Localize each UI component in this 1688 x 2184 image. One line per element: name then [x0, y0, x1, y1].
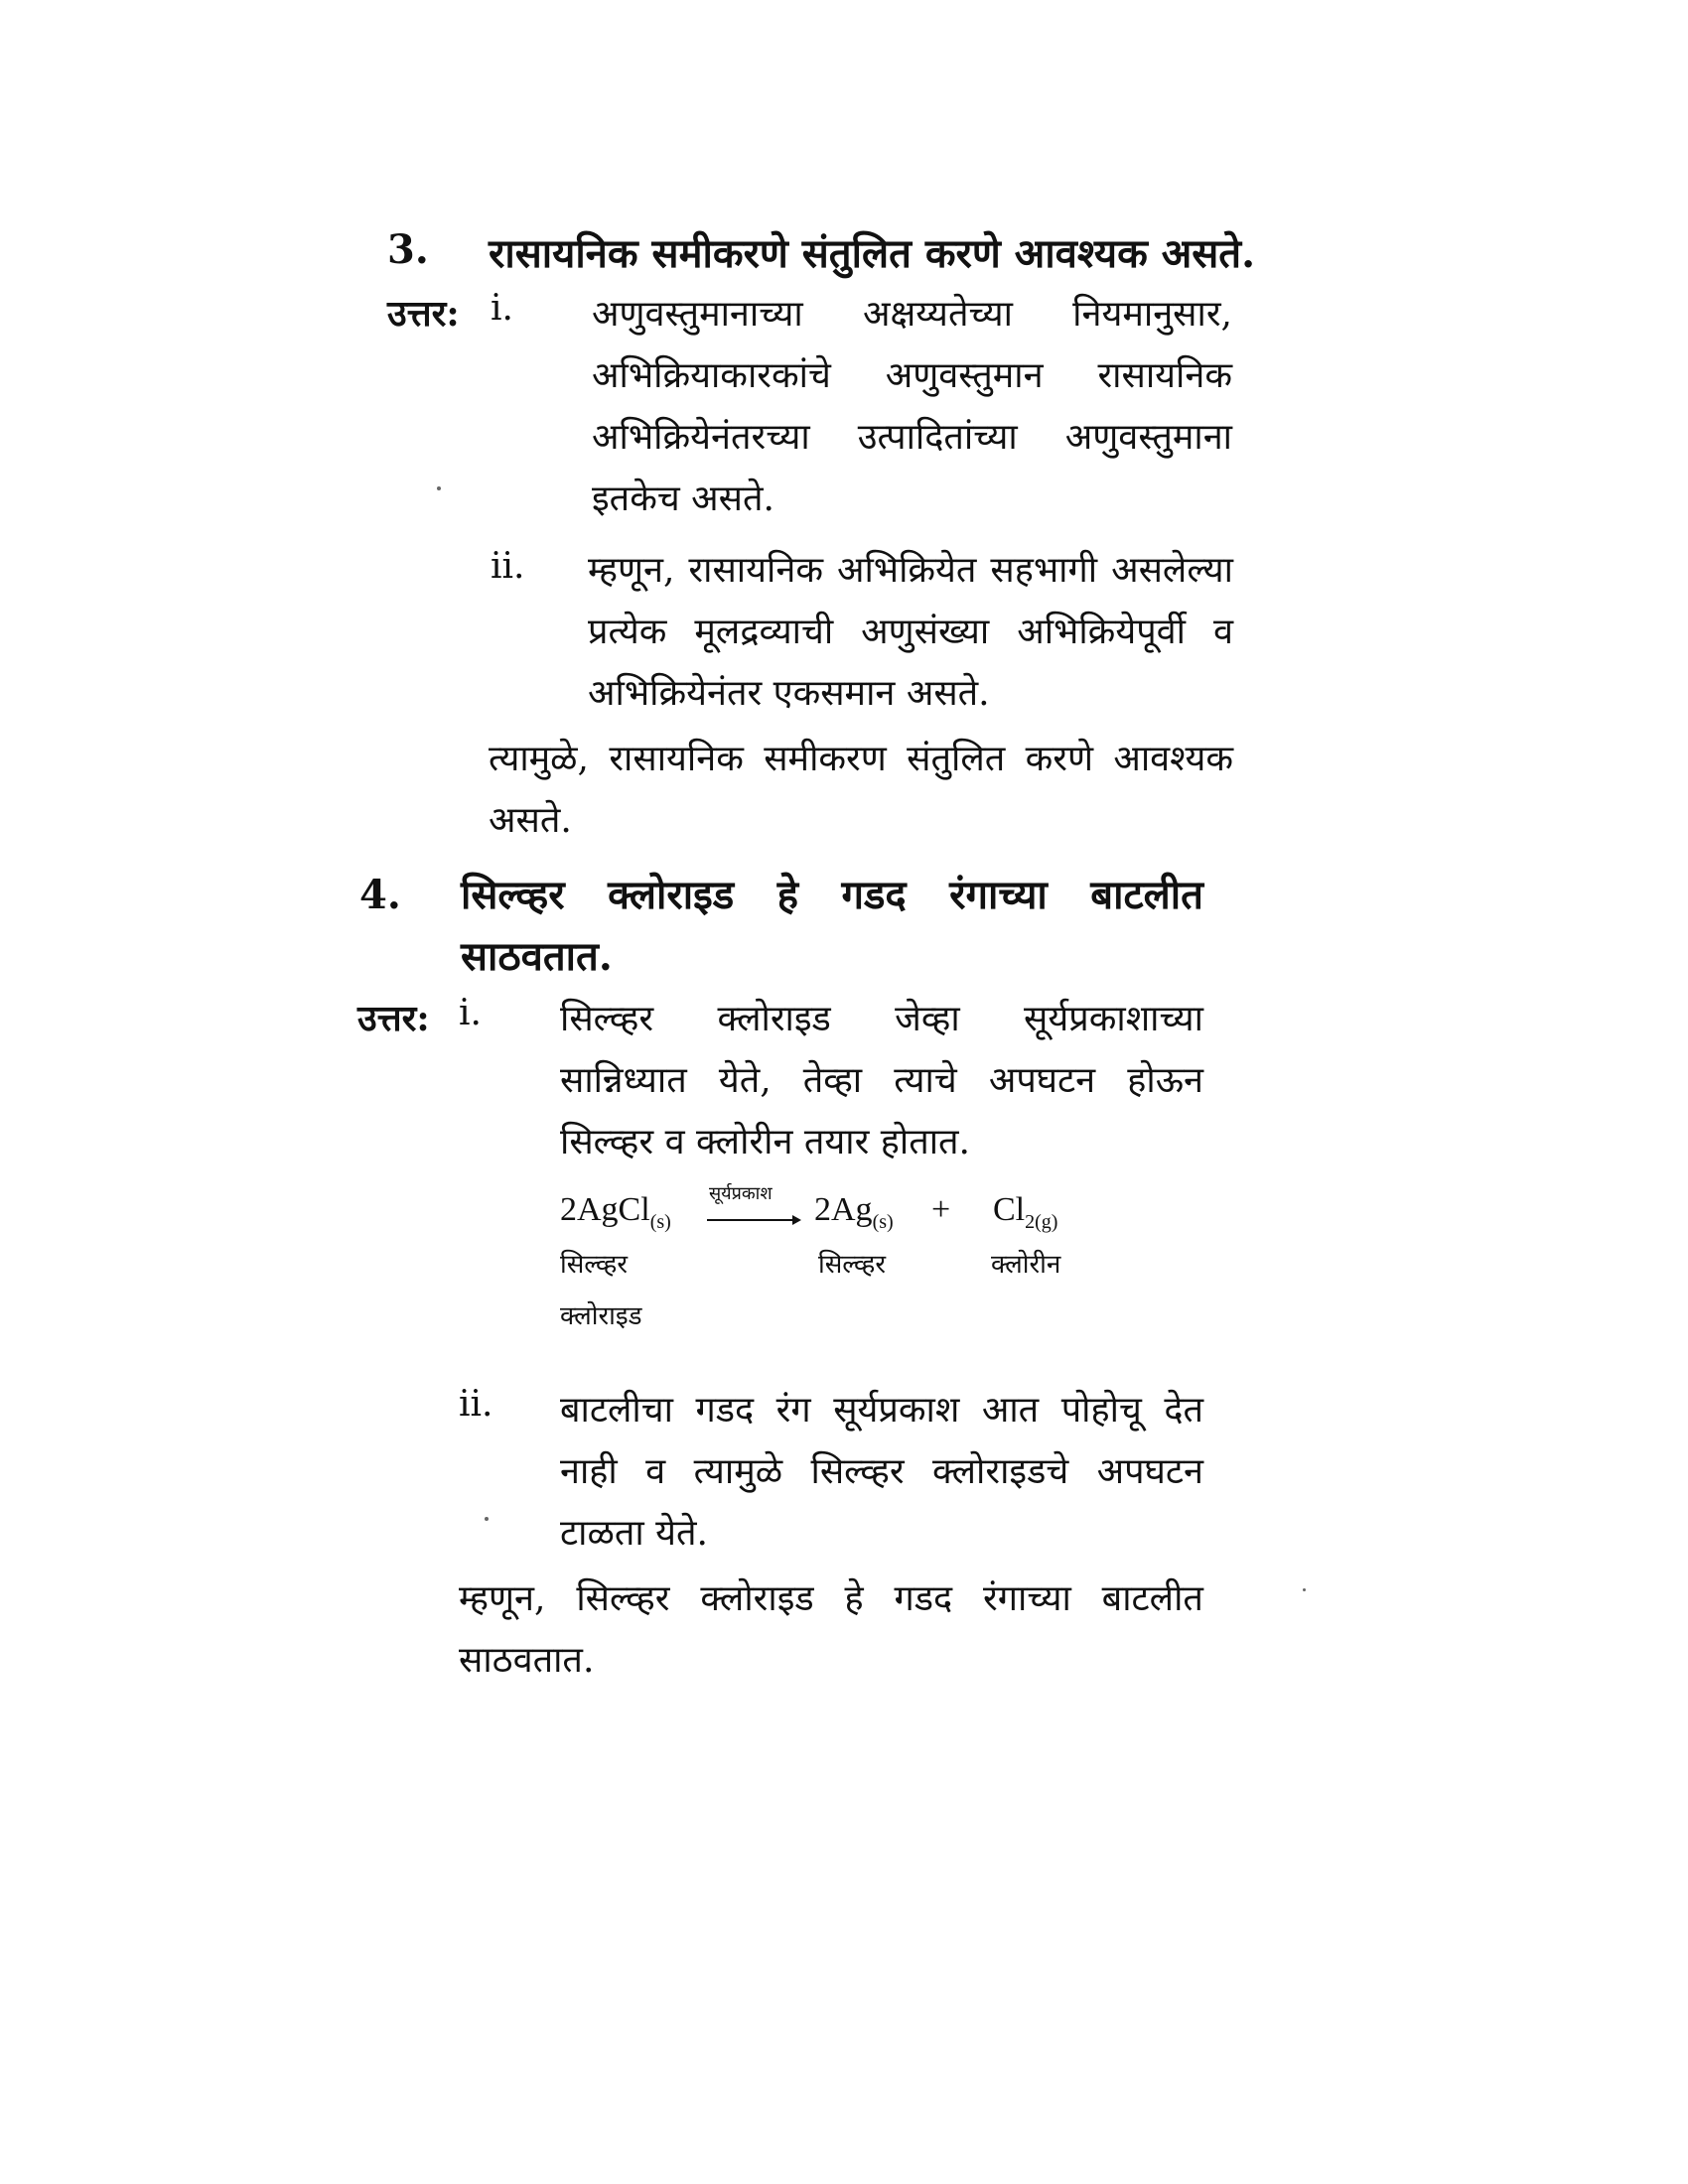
point-marker: i.	[491, 288, 513, 329]
word: क्लोराइडचे	[932, 1451, 1069, 1492]
arrow-label: सूर्यप्रकाश	[709, 1183, 773, 1204]
word: नियमानुसार,	[1072, 294, 1232, 335]
word: सिल्व्हर	[461, 872, 565, 918]
equation-product-silver	[814, 1191, 894, 1234]
question-text: रासायनिक समीकरणे संतुलित करणे आवश्यक असते.	[489, 230, 1256, 277]
word: सिल्व्हर	[560, 999, 654, 1039]
reaction-arrow-icon	[707, 1213, 802, 1227]
word: देत	[1164, 1390, 1203, 1431]
word: संतुलित	[907, 739, 1006, 779]
word: समीकरण	[764, 739, 887, 779]
plus-sign: +	[931, 1191, 951, 1228]
scan-speck	[485, 1517, 489, 1521]
word: रंग	[775, 1390, 811, 1431]
product-name: सिल्व्हर	[818, 1250, 886, 1280]
word: पोहोचू	[1060, 1390, 1142, 1431]
word: क्लोराइड	[608, 872, 735, 918]
word: हे	[776, 872, 798, 918]
conclusion-line	[489, 733, 1233, 781]
word: सान्निध्यात	[560, 1060, 687, 1101]
word: सहभागी	[990, 550, 1098, 591]
answer-line	[592, 288, 1232, 337]
answer-line: टाळता येते.	[560, 1513, 708, 1554]
answer-line	[592, 349, 1232, 398]
word: रासायनिक	[609, 739, 744, 779]
word: मूलद्रव्याची	[694, 612, 834, 652]
word: सिल्व्हर	[576, 1578, 670, 1619]
word: नाही	[560, 1451, 618, 1492]
word: रासायनिक	[1097, 355, 1232, 396]
word: तेव्हा	[802, 1060, 863, 1101]
conclusion-line	[459, 1572, 1203, 1621]
answer-line	[560, 993, 1203, 1041]
word: अभिक्रियेनंतरच्या	[592, 417, 810, 458]
reactant-state: (s)	[649, 1210, 671, 1233]
answer-line: इतकेच असते.	[592, 478, 774, 519]
word: बाटलीत	[1090, 872, 1203, 918]
equation-product-chlorine	[993, 1191, 1057, 1234]
word: व	[1212, 612, 1233, 652]
point-marker: ii.	[491, 546, 525, 587]
word: त्याचे	[894, 1060, 957, 1101]
point-marker: i.	[459, 993, 482, 1033]
word: अपघटन	[1096, 1451, 1203, 1492]
word: येते,	[718, 1060, 772, 1101]
word: अभिक्रियेत	[836, 550, 977, 591]
word: अणुवस्तुमाना	[1064, 417, 1232, 458]
answer-line: अभिक्रियेनंतर एकसमान असते.	[588, 673, 990, 714]
question-text	[461, 866, 1203, 920]
word: क्लोराइड	[717, 999, 831, 1039]
answer-line	[560, 1384, 1203, 1433]
word: व	[645, 1451, 666, 1492]
word: म्हणून,	[459, 1578, 546, 1619]
answer-line	[560, 1445, 1203, 1494]
word: होऊन	[1127, 1060, 1203, 1101]
word: अणुवस्तुमान	[885, 355, 1044, 396]
product-state: (s)	[872, 1210, 894, 1233]
conclusion-line: साठवतात.	[459, 1640, 595, 1681]
word: त्यामुळे	[693, 1451, 783, 1492]
scan-speck	[437, 486, 441, 490]
word: बाटलीचा	[560, 1390, 673, 1431]
conclusion-line: असते.	[489, 800, 572, 841]
reactant-formula: 2AgCl	[560, 1191, 650, 1228]
question-number: 3.	[387, 226, 429, 273]
word: म्हणून,	[588, 550, 675, 591]
word: प्रत्येक	[588, 612, 667, 652]
product-name: क्लोरीन	[991, 1250, 1061, 1280]
word: रंगाच्या	[949, 872, 1048, 918]
word: सिल्व्हर	[810, 1451, 905, 1492]
word: असलेल्या	[1111, 550, 1233, 591]
word: सूर्यप्रकाशाच्या	[1024, 999, 1203, 1039]
word: गडद	[894, 1578, 953, 1619]
word: उत्पादितांच्या	[857, 417, 1018, 458]
point-marker: ii.	[459, 1384, 493, 1425]
word: सूर्यप्रकाश	[833, 1390, 960, 1431]
equation-reactant	[560, 1191, 671, 1234]
word: गडद	[695, 1390, 755, 1431]
word: बाटलीत	[1101, 1578, 1203, 1619]
word: अणुसंख्या	[861, 612, 990, 652]
word: आत	[981, 1390, 1040, 1431]
answer-label: उत्तर:	[387, 293, 460, 335]
reactant-name: सिल्व्हर	[560, 1250, 628, 1280]
word: अपघटन	[988, 1060, 1096, 1101]
word: करणे	[1025, 739, 1094, 779]
word: अभिक्रियाकारकांचे	[592, 355, 831, 396]
scan-speck	[1303, 1588, 1306, 1591]
answer-line: सिल्व्हर व क्लोरीन तयार होतात.	[560, 1122, 971, 1162]
reactant-name: क्लोराइड	[560, 1301, 642, 1331]
word: रासायनिक	[688, 550, 823, 591]
word: त्यामुळे,	[489, 739, 589, 779]
answer-label: उत्तर:	[357, 998, 430, 1039]
question-number: 4.	[359, 872, 401, 918]
answer-line	[560, 1054, 1203, 1103]
word: क्लोराइड	[700, 1578, 814, 1619]
word: अभिक्रियेपूर्वी	[1017, 612, 1186, 652]
word: हे	[844, 1578, 864, 1619]
word: रंगाच्या	[983, 1578, 1071, 1619]
word: आवश्यक	[1113, 739, 1233, 779]
product-state: 2(g)	[1025, 1210, 1058, 1233]
answer-line	[588, 606, 1233, 654]
answer-line	[592, 411, 1232, 460]
product-formula: Cl	[993, 1191, 1026, 1228]
question-text: साठवतात.	[461, 933, 613, 980]
word: गडद	[841, 872, 907, 918]
word: अणुवस्तुमानाच्या	[592, 294, 803, 335]
word: जेव्हा	[895, 999, 960, 1039]
answer-line	[588, 544, 1233, 593]
product-formula: 2Ag	[814, 1191, 873, 1228]
word: अक्षय्यतेच्या	[862, 294, 1013, 335]
